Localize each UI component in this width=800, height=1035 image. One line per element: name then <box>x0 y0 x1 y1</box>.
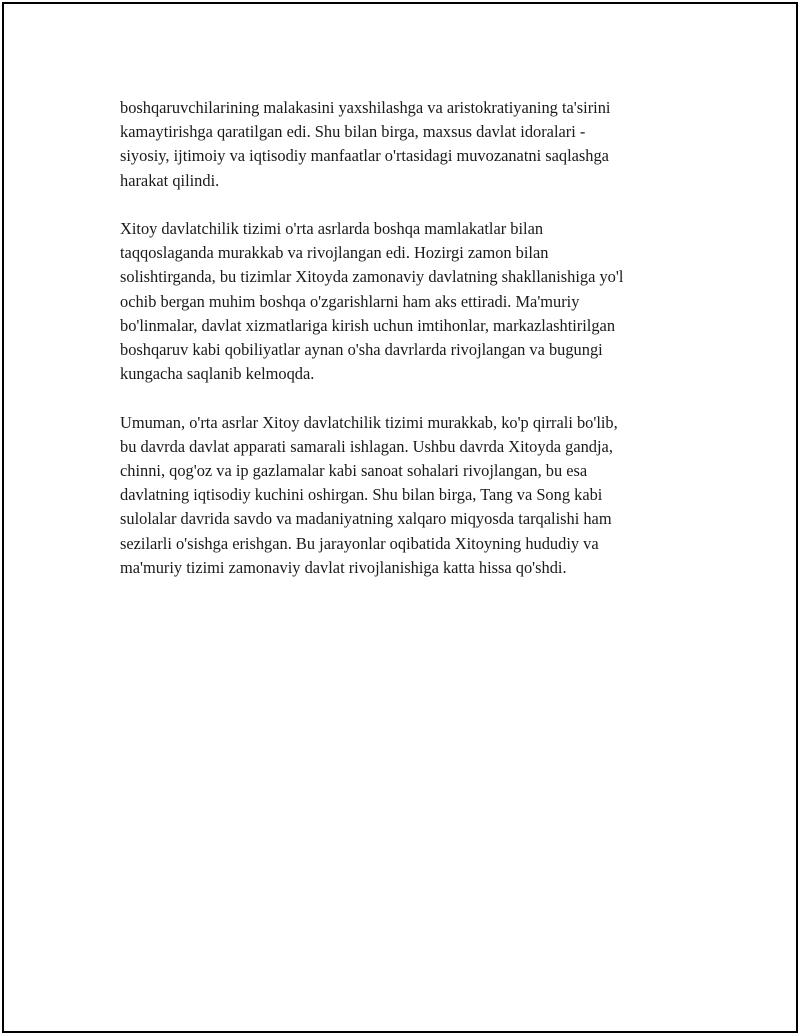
paragraph-1 <box>120 96 710 193</box>
text-line: ochib bergan muhim boshqa o'zgarishlarni ham aks ettiradi. Ma'muriy <box>120 291 580 311</box>
text-line: solishtirganda, bu tizimlar Xitoyda zamonaviy davlatning shakllanishiga yo'l <box>120 267 624 287</box>
text-line: boshqaruv kabi qobiliyatlar aynan o'sha davrlarda rivojlangan va bugungi <box>120 340 603 360</box>
text-line: davlatning iqtisodiy kuchini oshirgan. Shu bilan birga, Tang va Song kabi <box>120 485 603 505</box>
text-line: taqqoslaganda murakkab va rivojlangan edi. Hozirgi zamon bilan <box>120 243 549 263</box>
text-line: bo'linmalar, davlat xizmatlariga kirish uchun imtihonlar, markazlashtirilgan <box>120 315 616 335</box>
text-line: sulolalar davrida savdo va madaniyatning xalqaro miqyosda tarqalishi ham <box>120 509 612 529</box>
text-line: boshqaruvchilarining malakasini yaxshilashga va aristokratiyaning ta'sirini <box>120 98 611 117</box>
text-line: kungacha saqlanib kelmoqda. <box>120 364 315 384</box>
text-line: harakat qilindi. <box>120 170 220 190</box>
document-page <box>2 2 798 1033</box>
text-line: kamaytirishga qaratilgan edi. Shu bilan birga, maxsus davlat idoralari - <box>120 122 586 142</box>
text-line: ma'muriy tizimi zamonaviy davlat rivojlanishiga katta hissa qo'shdi. <box>120 557 567 577</box>
text-line: Xitoy davlatchilik tizimi o'rta asrlarda boshqa mamlakatlar bilan <box>120 219 544 238</box>
paragraph-2 <box>120 217 710 386</box>
document-body <box>120 96 710 604</box>
text-line: bu davrda davlat apparati samarali ishlagan. Ushbu davrda Xitoyda gandja, <box>120 436 613 456</box>
text-line: siyosiy, ijtimoiy va iqtisodiy manfaatlar o'rtasidagi muvozanatni saqlashga <box>120 146 609 166</box>
text-line: sezilarli o'sishga erishgan. Bu jarayonlar oqibatida Xitoyning hududiy va <box>120 533 599 553</box>
text-line: Umuman, o'rta asrlar Xitoy davlatchilik tizimi murakkab, ko'p qirrali bo'lib, <box>120 412 618 432</box>
paragraph-3 <box>120 411 710 580</box>
text-line: chinni, qog'oz va ip gazlamalar kabi sanoat sohalari rivojlangan, bu esa <box>120 461 588 481</box>
